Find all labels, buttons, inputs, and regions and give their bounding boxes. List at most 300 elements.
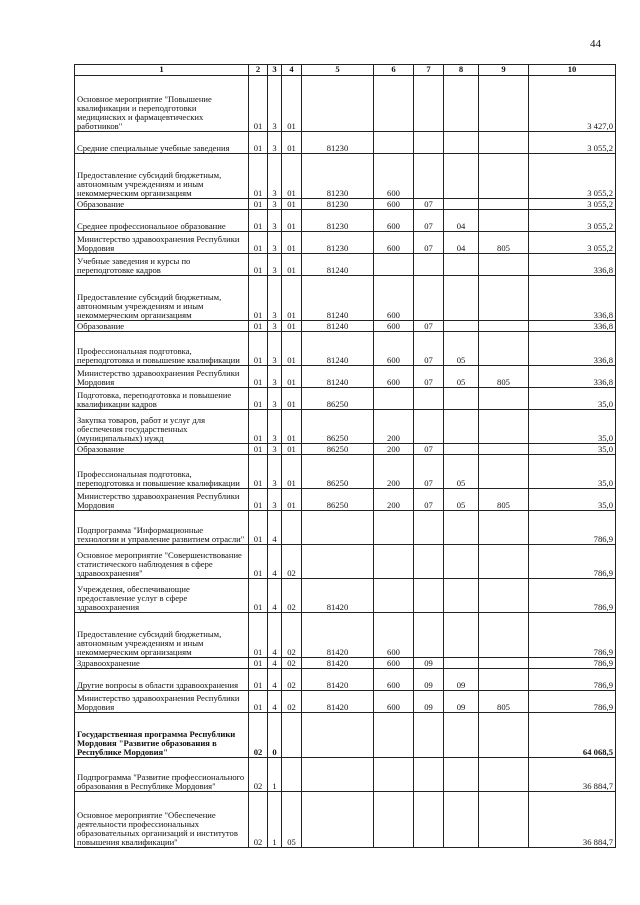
cell-code-ministry <box>479 132 529 154</box>
cell-code-event: 02 <box>282 579 302 613</box>
table-row <box>75 691 616 713</box>
cell-code-subprogram: 3 <box>268 332 282 366</box>
column-header: 6 <box>374 65 414 76</box>
cell-description: Основное мероприятие "Обеспечение деятельности профессиональных образовательных организаций и институтов повышения квалификации" <box>75 792 249 848</box>
cell-code-ministry <box>479 455 529 489</box>
cell-code-section: 07 <box>414 321 444 332</box>
cell-code-program: 01 <box>249 199 268 210</box>
cell-code-subprogram: 4 <box>268 579 282 613</box>
cell-code-event: 01 <box>282 210 302 232</box>
cell-amount: 786,9 <box>529 545 616 579</box>
page-number: 44 <box>590 38 601 50</box>
cell-code-expense-type: 600 <box>374 658 414 669</box>
cell-code-direction: 86250 <box>302 410 374 444</box>
table-row <box>75 410 616 444</box>
cell-code-subprogram: 3 <box>268 366 282 388</box>
cell-code-subprogram: 1 <box>268 792 282 848</box>
cell-amount: 3 055,2 <box>529 199 616 210</box>
cell-code-subprogram: 3 <box>268 276 282 321</box>
cell-code-subsection <box>444 76 479 132</box>
table-header-row <box>75 65 616 76</box>
cell-code-subsection <box>444 388 479 410</box>
cell-code-event <box>282 511 302 545</box>
cell-code-subsection: 09 <box>444 691 479 713</box>
cell-code-section <box>414 388 444 410</box>
cell-amount: 35,0 <box>529 410 616 444</box>
table-row <box>75 210 616 232</box>
cell-code-program: 02 <box>249 792 268 848</box>
column-header: 7 <box>414 65 444 76</box>
cell-code-subprogram: 3 <box>268 199 282 210</box>
cell-amount: 786,9 <box>529 669 616 691</box>
table-row <box>75 792 616 848</box>
cell-code-event: 02 <box>282 669 302 691</box>
cell-code-direction: 81230 <box>302 154 374 199</box>
budget-table <box>74 64 616 848</box>
cell-code-direction: 81420 <box>302 613 374 658</box>
cell-code-expense-type <box>374 579 414 613</box>
cell-amount: 336,8 <box>529 276 616 321</box>
column-header: 2 <box>249 65 268 76</box>
cell-code-ministry <box>479 545 529 579</box>
cell-code-event: 01 <box>282 154 302 199</box>
cell-code-expense-type <box>374 388 414 410</box>
cell-amount: 336,8 <box>529 254 616 276</box>
cell-code-section <box>414 792 444 848</box>
cell-code-ministry <box>479 579 529 613</box>
cell-code-subsection <box>444 444 479 455</box>
cell-code-direction: 86250 <box>302 489 374 511</box>
column-header: 9 <box>479 65 529 76</box>
cell-code-subsection <box>444 545 479 579</box>
cell-code-expense-type: 600 <box>374 691 414 713</box>
cell-code-event: 02 <box>282 691 302 713</box>
cell-code-event: 01 <box>282 444 302 455</box>
cell-code-event: 01 <box>282 455 302 489</box>
cell-code-program: 01 <box>249 511 268 545</box>
cell-code-event: 01 <box>282 366 302 388</box>
cell-code-direction: 81420 <box>302 579 374 613</box>
cell-amount: 3 055,2 <box>529 132 616 154</box>
cell-code-expense-type: 200 <box>374 489 414 511</box>
cell-code-program: 01 <box>249 154 268 199</box>
table-row <box>75 132 616 154</box>
cell-code-ministry <box>479 444 529 455</box>
cell-description: Среднее профессиональное образование <box>75 210 249 232</box>
cell-code-program: 02 <box>249 758 268 792</box>
cell-amount: 35,0 <box>529 455 616 489</box>
table-row <box>75 366 616 388</box>
cell-code-subsection <box>444 199 479 210</box>
table-body <box>75 76 616 848</box>
cell-amount: 786,9 <box>529 579 616 613</box>
cell-amount: 786,9 <box>529 613 616 658</box>
cell-code-expense-type: 600 <box>374 210 414 232</box>
cell-code-program: 01 <box>249 669 268 691</box>
cell-code-section: 07 <box>414 232 444 254</box>
cell-code-expense-type: 600 <box>374 199 414 210</box>
cell-code-event: 01 <box>282 410 302 444</box>
cell-code-expense-type <box>374 545 414 579</box>
cell-code-subprogram: 3 <box>268 489 282 511</box>
cell-amount: 336,8 <box>529 321 616 332</box>
cell-code-program: 01 <box>249 388 268 410</box>
cell-amount: 336,8 <box>529 366 616 388</box>
cell-code-subsection <box>444 613 479 658</box>
cell-code-section: 07 <box>414 332 444 366</box>
column-header: 4 <box>282 65 302 76</box>
cell-description: Министерство здравоохранения Республики Мордовия <box>75 366 249 388</box>
cell-code-event: 01 <box>282 76 302 132</box>
cell-code-section: 09 <box>414 691 444 713</box>
cell-amount: 3 055,2 <box>529 210 616 232</box>
table-row <box>75 321 616 332</box>
cell-code-section <box>414 511 444 545</box>
cell-code-ministry <box>479 199 529 210</box>
table-row <box>75 232 616 254</box>
cell-code-expense-type <box>374 132 414 154</box>
cell-code-direction: 81420 <box>302 669 374 691</box>
cell-code-direction: 86250 <box>302 444 374 455</box>
cell-code-subprogram: 4 <box>268 613 282 658</box>
cell-code-subsection: 05 <box>444 455 479 489</box>
cell-code-program: 02 <box>249 713 268 758</box>
cell-amount: 36 884,7 <box>529 792 616 848</box>
cell-code-program: 01 <box>249 658 268 669</box>
cell-code-event: 01 <box>282 321 302 332</box>
column-header: 1 <box>75 65 249 76</box>
cell-code-program: 01 <box>249 232 268 254</box>
cell-code-program: 01 <box>249 444 268 455</box>
cell-code-direction <box>302 713 374 758</box>
cell-description: Министерство здравоохранения Республики Мордовия <box>75 691 249 713</box>
cell-code-expense-type <box>374 511 414 545</box>
column-header: 10 <box>529 65 616 76</box>
cell-code-expense-type: 600 <box>374 232 414 254</box>
cell-amount: 35,0 <box>529 489 616 511</box>
cell-code-subsection: 05 <box>444 366 479 388</box>
cell-description: Другие вопросы в области здравоохранения <box>75 669 249 691</box>
cell-code-direction: 86250 <box>302 388 374 410</box>
table-row <box>75 76 616 132</box>
cell-code-section <box>414 613 444 658</box>
cell-code-expense-type: 200 <box>374 444 414 455</box>
cell-code-expense-type: 600 <box>374 276 414 321</box>
table-row <box>75 511 616 545</box>
cell-code-direction <box>302 76 374 132</box>
cell-code-ministry <box>479 321 529 332</box>
cell-code-section <box>414 713 444 758</box>
cell-amount: 3 427,0 <box>529 76 616 132</box>
table-row <box>75 658 616 669</box>
cell-code-section <box>414 758 444 792</box>
cell-code-program: 01 <box>249 691 268 713</box>
cell-description: Учреждения, обеспечивающие предоставление услуг в сфере здравоохранения <box>75 579 249 613</box>
cell-amount: 35,0 <box>529 388 616 410</box>
column-header: 3 <box>268 65 282 76</box>
cell-code-direction <box>302 758 374 792</box>
cell-code-section: 07 <box>414 366 444 388</box>
cell-code-subsection <box>444 579 479 613</box>
cell-code-section <box>414 545 444 579</box>
cell-code-program: 01 <box>249 276 268 321</box>
cell-code-direction: 81240 <box>302 366 374 388</box>
cell-description: Министерство здравоохранения Республики Мордовия <box>75 232 249 254</box>
cell-code-program: 01 <box>249 455 268 489</box>
cell-code-direction <box>302 545 374 579</box>
cell-code-section: 07 <box>414 455 444 489</box>
cell-code-section <box>414 410 444 444</box>
cell-code-subsection: 04 <box>444 210 479 232</box>
cell-code-direction: 81240 <box>302 276 374 321</box>
cell-code-expense-type: 600 <box>374 613 414 658</box>
cell-code-ministry <box>479 76 529 132</box>
cell-code-ministry <box>479 658 529 669</box>
cell-code-subprogram: 3 <box>268 388 282 410</box>
cell-code-subprogram: 4 <box>268 545 282 579</box>
cell-code-direction: 81230 <box>302 232 374 254</box>
cell-description: Подготовка, переподготовка и повышение квалификации кадров <box>75 388 249 410</box>
cell-code-subprogram: 3 <box>268 410 282 444</box>
cell-code-section: 07 <box>414 199 444 210</box>
cell-code-program: 01 <box>249 332 268 366</box>
table-row <box>75 254 616 276</box>
cell-code-event <box>282 758 302 792</box>
cell-code-section <box>414 76 444 132</box>
cell-code-subsection <box>444 276 479 321</box>
cell-description: Здравоохранение <box>75 658 249 669</box>
cell-code-expense-type <box>374 792 414 848</box>
cell-code-direction: 81240 <box>302 254 374 276</box>
cell-code-program: 01 <box>249 366 268 388</box>
cell-code-program: 01 <box>249 76 268 132</box>
cell-code-direction: 81230 <box>302 199 374 210</box>
cell-code-subsection <box>444 511 479 545</box>
cell-amount: 3 055,2 <box>529 232 616 254</box>
cell-code-subsection <box>444 154 479 199</box>
cell-code-program: 01 <box>249 132 268 154</box>
table-row <box>75 489 616 511</box>
cell-code-subsection: 05 <box>444 489 479 511</box>
cell-code-expense-type <box>374 76 414 132</box>
cell-description: Закупка товаров, работ и услуг для обеспечения государственных (муниципальных) нужд <box>75 410 249 444</box>
cell-description: Предоставление субсидий бюджетным, автономным учреждениям и иным некоммерческим организациям <box>75 276 249 321</box>
cell-code-section <box>414 276 444 321</box>
cell-amount: 786,9 <box>529 691 616 713</box>
cell-code-expense-type: 600 <box>374 154 414 199</box>
cell-code-section <box>414 154 444 199</box>
column-header: 5 <box>302 65 374 76</box>
cell-code-ministry <box>479 792 529 848</box>
cell-code-expense-type: 600 <box>374 669 414 691</box>
table-row <box>75 669 616 691</box>
cell-code-program: 01 <box>249 545 268 579</box>
cell-description: Основное мероприятие "Совершенствование статистического наблюдения в сфере здравоохранения" <box>75 545 249 579</box>
cell-code-program: 01 <box>249 579 268 613</box>
cell-code-subprogram: 3 <box>268 232 282 254</box>
cell-code-direction: 81420 <box>302 658 374 669</box>
cell-description: Подпрограмма "Развитие профессионального образования в Республике Мордовия" <box>75 758 249 792</box>
cell-code-direction <box>302 511 374 545</box>
cell-code-subsection <box>444 132 479 154</box>
cell-code-subprogram: 0 <box>268 713 282 758</box>
cell-code-ministry <box>479 410 529 444</box>
cell-description: Министерство здравоохранения Республики Мордовия <box>75 489 249 511</box>
cell-code-section <box>414 254 444 276</box>
cell-code-ministry <box>479 276 529 321</box>
cell-description: Профессиональная подготовка, переподготовка и повышение квалификации <box>75 332 249 366</box>
cell-amount: 35,0 <box>529 444 616 455</box>
cell-code-event: 05 <box>282 792 302 848</box>
cell-amount: 64 068,5 <box>529 713 616 758</box>
cell-code-expense-type: 200 <box>374 455 414 489</box>
table-row <box>75 613 616 658</box>
cell-description: Государственная программа Республики Мордовия "Развитие образования в Республике Мордовия" <box>75 713 249 758</box>
cell-code-section <box>414 579 444 613</box>
cell-code-event: 01 <box>282 199 302 210</box>
cell-code-section: 07 <box>414 210 444 232</box>
cell-description: Предоставление субсидий бюджетным, автономным учреждениям и иным некоммерческим организациям <box>75 154 249 199</box>
cell-description: Профессиональная подготовка, переподготовка и повышение квалификации <box>75 455 249 489</box>
cell-code-event: 01 <box>282 132 302 154</box>
cell-code-subprogram: 3 <box>268 132 282 154</box>
cell-code-direction <box>302 792 374 848</box>
cell-code-ministry <box>479 210 529 232</box>
cell-code-direction: 81230 <box>302 132 374 154</box>
cell-code-event: 01 <box>282 489 302 511</box>
cell-code-subprogram: 3 <box>268 444 282 455</box>
cell-code-subsection: 09 <box>444 669 479 691</box>
cell-code-expense-type <box>374 713 414 758</box>
cell-code-program: 01 <box>249 410 268 444</box>
cell-code-ministry <box>479 332 529 366</box>
cell-code-event: 01 <box>282 388 302 410</box>
cell-code-subprogram: 3 <box>268 455 282 489</box>
cell-code-expense-type <box>374 254 414 276</box>
cell-code-ministry: 805 <box>479 232 529 254</box>
cell-amount: 786,9 <box>529 511 616 545</box>
cell-code-section: 07 <box>414 444 444 455</box>
cell-code-direction: 81240 <box>302 321 374 332</box>
cell-code-section: 07 <box>414 489 444 511</box>
cell-code-ministry: 805 <box>479 489 529 511</box>
cell-code-subsection <box>444 410 479 444</box>
cell-code-direction: 86250 <box>302 455 374 489</box>
cell-code-event: 01 <box>282 332 302 366</box>
cell-code-ministry <box>479 254 529 276</box>
cell-amount: 36 884,7 <box>529 758 616 792</box>
cell-code-subprogram: 3 <box>268 154 282 199</box>
cell-description: Учебные заведения и курсы по переподготовке кадров <box>75 254 249 276</box>
cell-code-event: 02 <box>282 613 302 658</box>
cell-code-direction: 81240 <box>302 332 374 366</box>
table-row <box>75 154 616 199</box>
cell-code-subprogram: 4 <box>268 658 282 669</box>
cell-code-ministry: 805 <box>479 366 529 388</box>
cell-description: Средние специальные учебные заведения <box>75 132 249 154</box>
cell-code-subsection <box>444 792 479 848</box>
table-row <box>75 579 616 613</box>
cell-code-direction: 81420 <box>302 691 374 713</box>
cell-code-section: 09 <box>414 669 444 691</box>
cell-code-subprogram: 3 <box>268 210 282 232</box>
cell-code-program: 01 <box>249 254 268 276</box>
cell-code-ministry <box>479 713 529 758</box>
cell-code-program: 01 <box>249 210 268 232</box>
cell-code-event: 01 <box>282 232 302 254</box>
cell-code-subprogram: 3 <box>268 254 282 276</box>
cell-code-subprogram: 1 <box>268 758 282 792</box>
cell-code-ministry <box>479 758 529 792</box>
cell-amount: 336,8 <box>529 332 616 366</box>
cell-code-subprogram: 4 <box>268 669 282 691</box>
table-row <box>75 545 616 579</box>
cell-code-ministry <box>479 511 529 545</box>
table-row <box>75 444 616 455</box>
cell-code-subsection <box>444 758 479 792</box>
cell-code-event <box>282 713 302 758</box>
cell-description: Подпрограмма "Информационные технологии и управление развитием отрасли" <box>75 511 249 545</box>
cell-code-subsection: 04 <box>444 232 479 254</box>
cell-code-subprogram: 3 <box>268 321 282 332</box>
cell-code-expense-type: 600 <box>374 321 414 332</box>
cell-amount: 786,9 <box>529 658 616 669</box>
cell-description: Образование <box>75 199 249 210</box>
cell-description: Основное мероприятие "Повышение квалификации и переподготовки медицинских и фармацевтических работников" <box>75 76 249 132</box>
cell-code-subsection <box>444 713 479 758</box>
cell-code-ministry <box>479 154 529 199</box>
cell-code-subprogram: 4 <box>268 511 282 545</box>
cell-code-event: 02 <box>282 658 302 669</box>
cell-code-program: 01 <box>249 613 268 658</box>
cell-code-subsection <box>444 254 479 276</box>
cell-code-expense-type: 200 <box>374 410 414 444</box>
cell-code-ministry <box>479 669 529 691</box>
cell-code-subprogram: 4 <box>268 691 282 713</box>
cell-code-event: 01 <box>282 276 302 321</box>
cell-description: Образование <box>75 444 249 455</box>
table-row <box>75 332 616 366</box>
cell-code-program: 01 <box>249 321 268 332</box>
cell-description: Предоставление субсидий бюджетным, автономным учреждениям и иным некоммерческим организациям <box>75 613 249 658</box>
cell-code-direction: 81230 <box>302 210 374 232</box>
cell-code-subsection <box>444 658 479 669</box>
cell-code-event: 01 <box>282 254 302 276</box>
table-row <box>75 455 616 489</box>
cell-code-expense-type: 600 <box>374 366 414 388</box>
cell-code-event: 02 <box>282 545 302 579</box>
cell-code-ministry <box>479 613 529 658</box>
cell-description: Образование <box>75 321 249 332</box>
table-row <box>75 199 616 210</box>
table-row <box>75 388 616 410</box>
table-row <box>75 758 616 792</box>
cell-amount: 3 055,2 <box>529 154 616 199</box>
cell-code-subsection <box>444 321 479 332</box>
cell-code-section: 09 <box>414 658 444 669</box>
cell-code-expense-type: 600 <box>374 332 414 366</box>
column-header: 8 <box>444 65 479 76</box>
cell-code-ministry <box>479 388 529 410</box>
table-row <box>75 713 616 758</box>
cell-code-expense-type <box>374 758 414 792</box>
cell-code-subsection: 05 <box>444 332 479 366</box>
table-row <box>75 276 616 321</box>
cell-code-program: 01 <box>249 489 268 511</box>
cell-code-ministry: 805 <box>479 691 529 713</box>
cell-code-subprogram: 3 <box>268 76 282 132</box>
cell-code-section <box>414 132 444 154</box>
